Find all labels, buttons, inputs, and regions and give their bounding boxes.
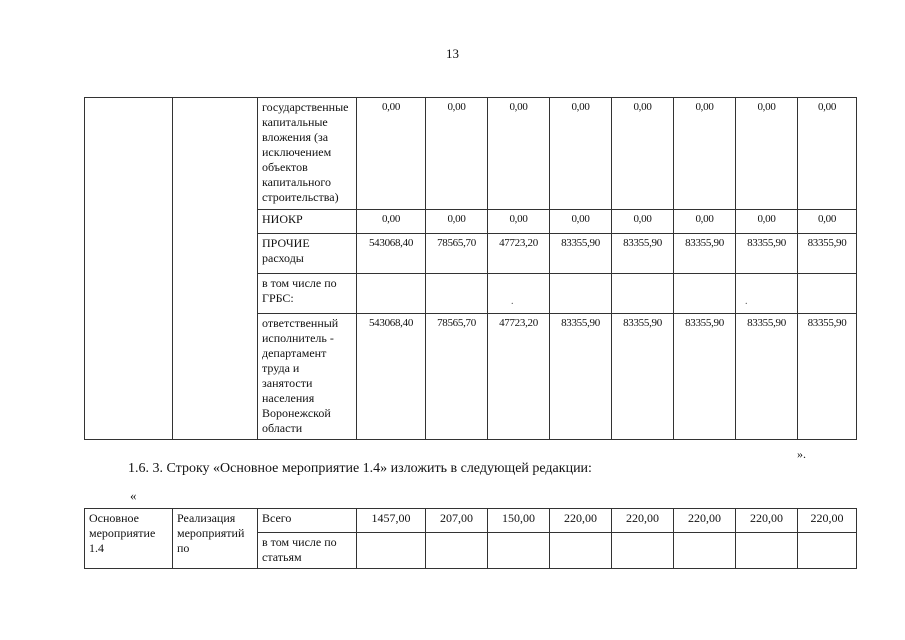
value-cell: 0,00 (612, 210, 674, 234)
value-cell (674, 274, 736, 314)
activity-table (84, 508, 857, 569)
value-cell: 207,00 (426, 509, 488, 533)
value-cell: 78565,70 (426, 314, 488, 440)
value-cell (612, 533, 674, 569)
value-cell (736, 533, 798, 569)
merged-blank-cell (85, 98, 173, 440)
expense-label: ответственный исполнитель - департамент труда и занятости населения Воронежской области (258, 314, 357, 440)
value-cell: 0,00 (736, 210, 798, 234)
value-cell: 0,00 (550, 210, 612, 234)
value-cell: 47723,20 (488, 234, 550, 274)
value-cell: 0,00 (488, 210, 550, 234)
value-cell: 0,00 (357, 210, 426, 234)
value-cell: 83355,90 (674, 234, 736, 274)
value-cell: 0,00 (550, 98, 612, 210)
expense-label: в том числе по ГРБС: (258, 274, 357, 314)
value-cell (357, 533, 426, 569)
value-cell: 83355,90 (550, 314, 612, 440)
value-cell: 83355,90 (550, 234, 612, 274)
value-cell: 83355,90 (798, 234, 857, 274)
value-cell: 83355,90 (612, 314, 674, 440)
expense-label: в том числе по статьям (258, 533, 357, 569)
budget-table-continuation (84, 97, 857, 440)
value-cell (798, 533, 857, 569)
value-cell (426, 533, 488, 569)
value-cell (674, 533, 736, 569)
value-cell: 220,00 (798, 509, 857, 533)
expense-label: государственные капитальные вложения (за исключением объектов капитального строительства) (258, 98, 357, 210)
value-cell (488, 533, 550, 569)
activity-description: Реализация мероприятий по (173, 509, 258, 569)
value-cell: 78565,70 (426, 234, 488, 274)
stray-mark: . (511, 296, 514, 307)
value-cell: 0,00 (357, 98, 426, 210)
value-cell: 1457,00 (357, 509, 426, 533)
stray-mark: . (745, 296, 748, 307)
value-cell (488, 274, 550, 314)
value-cell: 0,00 (798, 210, 857, 234)
value-cell: 150,00 (488, 509, 550, 533)
value-cell: 83355,90 (612, 234, 674, 274)
value-cell: 220,00 (736, 509, 798, 533)
value-cell (357, 274, 426, 314)
value-cell: 83355,90 (798, 314, 857, 440)
expense-label: НИОКР (258, 210, 357, 234)
value-cell (798, 274, 857, 314)
value-cell: 83355,90 (736, 314, 798, 440)
value-cell (612, 274, 674, 314)
table-row (85, 509, 857, 533)
value-cell: 83355,90 (736, 234, 798, 274)
value-cell: 0,00 (612, 98, 674, 210)
closing-quote: ». (797, 447, 806, 461)
value-cell: 0,00 (488, 98, 550, 210)
value-cell: 220,00 (674, 509, 736, 533)
value-cell (736, 274, 798, 314)
table-row (85, 98, 857, 210)
value-cell: 0,00 (426, 98, 488, 210)
value-cell (550, 533, 612, 569)
value-cell: 543068,40 (357, 314, 426, 440)
value-cell: 543068,40 (357, 234, 426, 274)
value-cell: 83355,90 (674, 314, 736, 440)
value-cell: 0,00 (798, 98, 857, 210)
activity-name: Основное мероприятие 1.4 (85, 509, 173, 569)
page-number: 13 (446, 46, 459, 61)
expense-label: Всего (258, 509, 357, 533)
opening-quote: « (130, 488, 137, 503)
value-cell (426, 274, 488, 314)
value-cell: 220,00 (612, 509, 674, 533)
value-cell: 0,00 (674, 98, 736, 210)
section-heading: 1.6. 3. Строку «Основное мероприятие 1.4» изложить в следующей редакции: (128, 461, 592, 476)
merged-blank-cell (173, 98, 258, 440)
value-cell: 0,00 (426, 210, 488, 234)
value-cell: 47723,20 (488, 314, 550, 440)
value-cell: 0,00 (674, 210, 736, 234)
value-cell: 220,00 (550, 509, 612, 533)
expense-label: ПРОЧИЕ расходы (258, 234, 357, 274)
value-cell: 0,00 (736, 98, 798, 210)
value-cell (550, 274, 612, 314)
